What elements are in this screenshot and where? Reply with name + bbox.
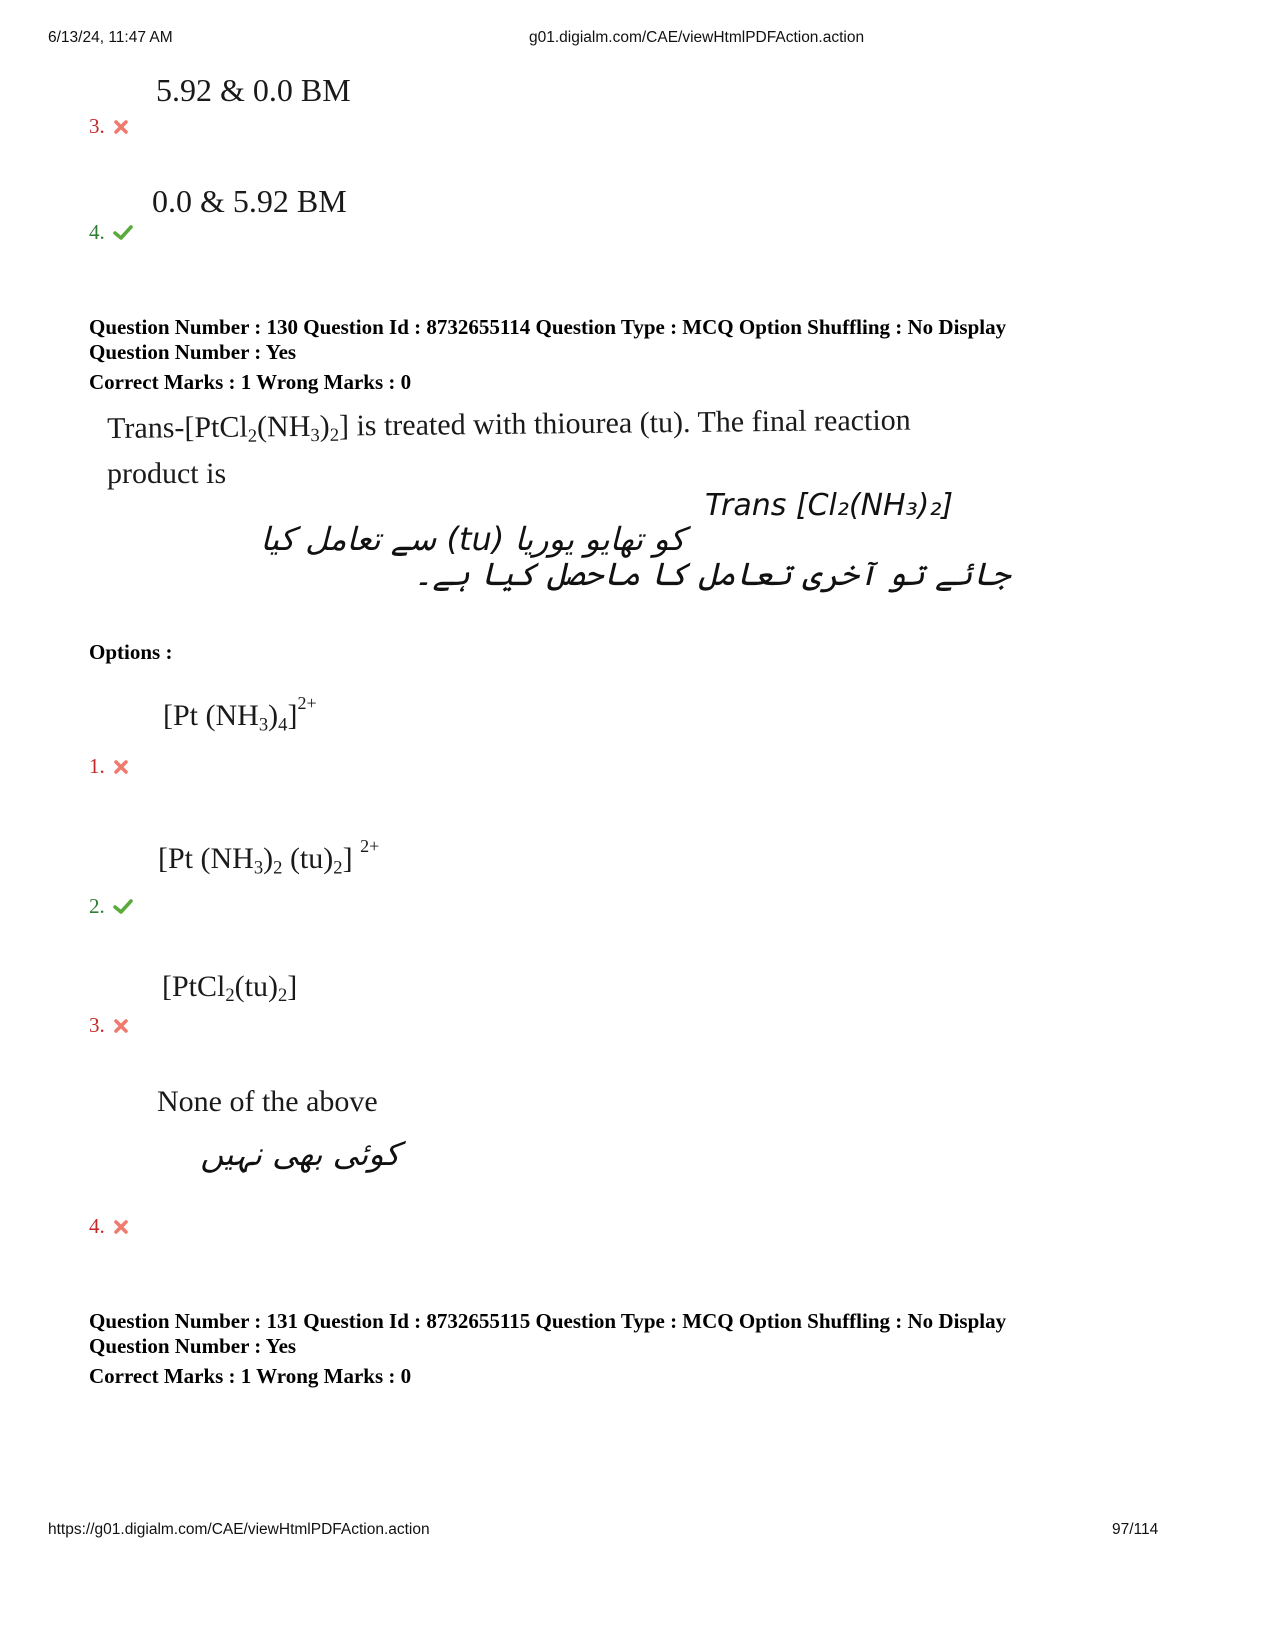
- option-1-text: [Pt $(NH_3)_4]^{2+}$: [163, 693, 317, 736]
- option-number: 4.: [89, 220, 105, 244]
- option-3-text: 5.92 & 0.0 BM: [156, 72, 351, 108]
- cross-icon: [113, 759, 129, 775]
- question-meta-line: Question Number : 130 Question Id : 8732655114 Question Type : MCQ Option Shuffling : No Display: [89, 315, 1007, 339]
- option-4-urdu: کوئی بھی نہیں: [200, 1135, 400, 1173]
- option-4-marker: [89, 220, 133, 245]
- option-4-text: None of the above: [157, 1085, 378, 1118]
- print-url: g01.digialm.com/CAE/viewHtmlPDFAction.action: [529, 29, 865, 46]
- option-number: 2.: [89, 894, 105, 918]
- option-4-marker: [89, 1214, 129, 1239]
- option-number: 4.: [89, 1214, 105, 1238]
- question-marks: Correct Marks : 1 Wrong Marks : 0: [89, 370, 412, 394]
- option-2-text: [Pt $(NH_3)_2$ $(tu)_2$] $^{2+}$: [158, 836, 380, 879]
- question-stem-urdu-latin: Trans [Cl₂(NH₃)₂]: [705, 488, 954, 523]
- option-3-text: $[PtCl_2(tu)_2]$: [162, 970, 298, 1007]
- question-meta-line: Question Number : Yes: [89, 340, 297, 364]
- print-datetime: 6/13/24, 11:47 AM: [48, 29, 173, 46]
- question-stem-urdu-line2: جائے تو آخری تعامل کا ماحصل کیا ہے۔: [413, 555, 1010, 593]
- question-stem-english-line2: product is: [107, 457, 227, 490]
- question-stem-urdu-line1: کو تھایو یوریا (tu) سے تعامل کیا: [260, 520, 685, 558]
- question-stem-english: Trans-$[PtCl_2(NH_3)_2]$ is treated with thiourea (tu). The final reaction: [107, 403, 911, 447]
- option-number: 1.: [89, 754, 105, 778]
- page-number: 97/114: [1112, 1521, 1159, 1538]
- question-130-meta: [89, 315, 1006, 395]
- question-meta-line: Question Number : 131 Question Id : 8732655115 Question Type : MCQ Option Shuffling : No Display: [89, 1309, 1007, 1333]
- check-icon: [113, 225, 133, 241]
- question-131-meta: [89, 1309, 1006, 1389]
- option-3-marker: [89, 1013, 129, 1038]
- cross-icon: [113, 1018, 129, 1034]
- option-number: 3.: [89, 114, 105, 138]
- options-label: Options :: [89, 640, 173, 664]
- cross-icon: [113, 119, 129, 135]
- question-marks: Correct Marks : 1 Wrong Marks : 0: [89, 1364, 412, 1388]
- option-3-marker: [89, 114, 129, 139]
- option-2-marker: [89, 894, 133, 919]
- option-1-marker: [89, 754, 129, 779]
- question-meta-line: Question Number : Yes: [89, 1334, 297, 1358]
- check-icon: [113, 899, 133, 915]
- footer-url: https://g01.digialm.com/CAE/viewHtmlPDFAction.action: [48, 1521, 430, 1538]
- cross-icon: [113, 1219, 129, 1235]
- option-4-text: 0.0 & 5.92 BM: [152, 183, 347, 219]
- option-number: 3.: [89, 1013, 105, 1037]
